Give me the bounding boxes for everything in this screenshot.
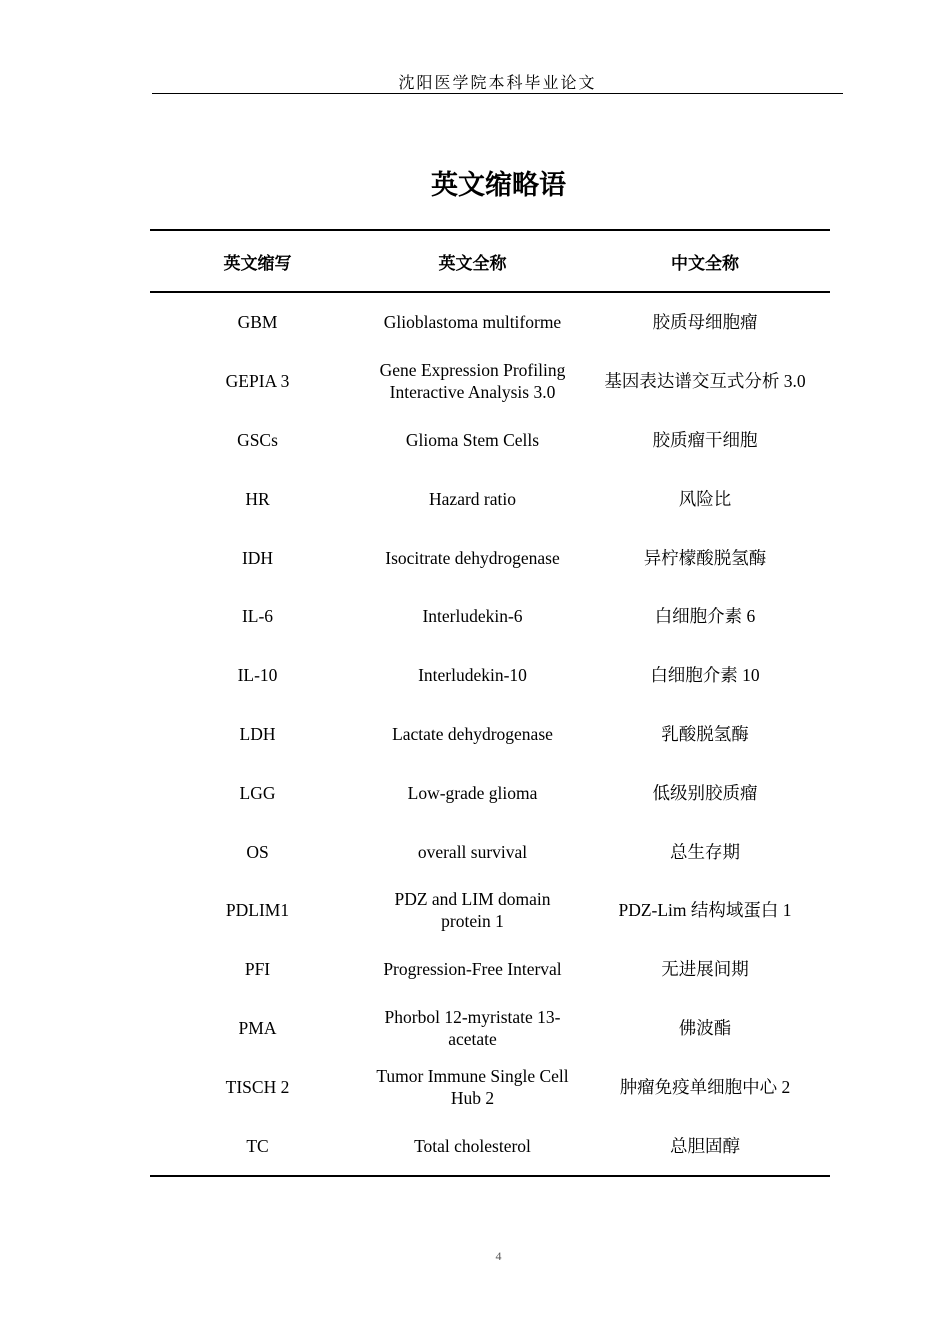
abbreviation-cell: GSCs (237, 429, 278, 450)
column-header-chinese-full-name: 中文全称 (580, 230, 830, 292)
table-row (150, 1116, 830, 1176)
table-row (150, 411, 830, 470)
abbreviation-cell: PFI (244, 959, 271, 980)
abbreviation-cell: OS (246, 841, 269, 862)
column-header-english-full-name: 英文全称 (365, 230, 580, 292)
header-rule (152, 93, 843, 94)
table-row (150, 705, 830, 764)
abbreviation-cell: IL-10 (237, 665, 278, 686)
chinese-name-cell: 低级别胶质瘤 (652, 782, 758, 803)
abbreviation-cell: PMA (238, 1017, 277, 1038)
english-name-cell: Progression-Free Interval (383, 959, 562, 980)
english-name-cell: overall survival (417, 841, 528, 862)
english-name-cell: Tumor Immune Single Cell Hub 2 (376, 1065, 569, 1108)
chinese-name-cell: 白细胞介素 10 (650, 665, 760, 686)
abbreviation-table (150, 229, 830, 1177)
english-name-cell: Low-grade glioma (407, 782, 538, 803)
abbreviation-cell: PDLIM1 (225, 900, 290, 921)
abbreviation-cell: GBM (237, 312, 278, 333)
english-name-cell: Gene Expression Profiling Interactive Analysis 3.0 (379, 360, 566, 403)
english-name-cell: Interludekin-6 (422, 606, 523, 627)
table-header-row (150, 230, 830, 292)
english-name-cell: Total cholesterol (365, 1116, 580, 1176)
english-name-cell: Phorbol 12-myristate 13-acetate (384, 1006, 561, 1049)
english-name-cell: PDZ and LIM domain protein 1 (394, 889, 551, 932)
running-header: 沈阳医学院本科毕业论文 (398, 73, 597, 92)
column-header-abbreviation: 英文缩写 (150, 230, 365, 292)
page-title: 英文缩略语 (431, 170, 566, 202)
table-row (150, 528, 830, 587)
english-name-cell: Hazard ratio (429, 488, 516, 509)
table-row (150, 352, 830, 411)
table-row (150, 587, 830, 646)
table-row (150, 940, 830, 999)
abbreviation-cell: GEPIA 3 (225, 371, 290, 392)
chinese-name-cell: 佛波酯 (678, 1017, 732, 1038)
chinese-name-cell: PDZ-Lim 结构域蛋白 1 (618, 900, 792, 921)
english-name-cell: Glioblastoma multiforme (383, 312, 562, 333)
chinese-name-cell: 乳酸脱氢酶 (661, 723, 749, 744)
chinese-name-cell: 白细胞介素 6 (654, 606, 756, 627)
chinese-name-cell: 风险比 (678, 488, 732, 509)
chinese-name-cell: 肿瘤免疫单细胞中心 2 (619, 1076, 791, 1097)
chinese-name-cell: 胶质母细胞瘤 (652, 312, 758, 333)
english-name-cell: Interludekin-10 (418, 665, 527, 686)
chinese-name-cell: 总生存期 (670, 841, 740, 862)
abbreviation-cell: TISCH 2 (225, 1076, 290, 1097)
abbreviation-cell: LGG (239, 782, 276, 803)
table-row (150, 999, 830, 1058)
chinese-name-cell: 异柠檬酸脱氢酶 (643, 547, 767, 568)
table-row (150, 1057, 830, 1116)
english-name-cell: Lactate dehydrogenase (392, 723, 553, 744)
page-number: 4 (495, 1249, 502, 1263)
abbreviation-cell: IL-6 (241, 606, 274, 627)
chinese-name-cell: 总胆固醇 (580, 1116, 830, 1176)
chinese-name-cell: 基因表达谱交互式分析 3.0 (604, 371, 806, 392)
table-row (150, 646, 830, 705)
table-row (150, 469, 830, 528)
abbreviation-cell: HR (245, 488, 270, 509)
table-row (150, 292, 830, 352)
chinese-name-cell: 无进展间期 (661, 959, 749, 980)
abbreviation-cell: TC (150, 1116, 365, 1176)
table-row (150, 881, 830, 940)
chinese-name-cell: 胶质瘤干细胞 (652, 429, 758, 450)
abbreviation-cell: LDH (239, 723, 276, 744)
table-row (150, 822, 830, 881)
abbreviation-cell: IDH (241, 547, 274, 568)
english-name-cell: Glioma Stem Cells (405, 429, 540, 450)
english-name-cell: Isocitrate dehydrogenase (385, 547, 560, 568)
table-row (150, 763, 830, 822)
